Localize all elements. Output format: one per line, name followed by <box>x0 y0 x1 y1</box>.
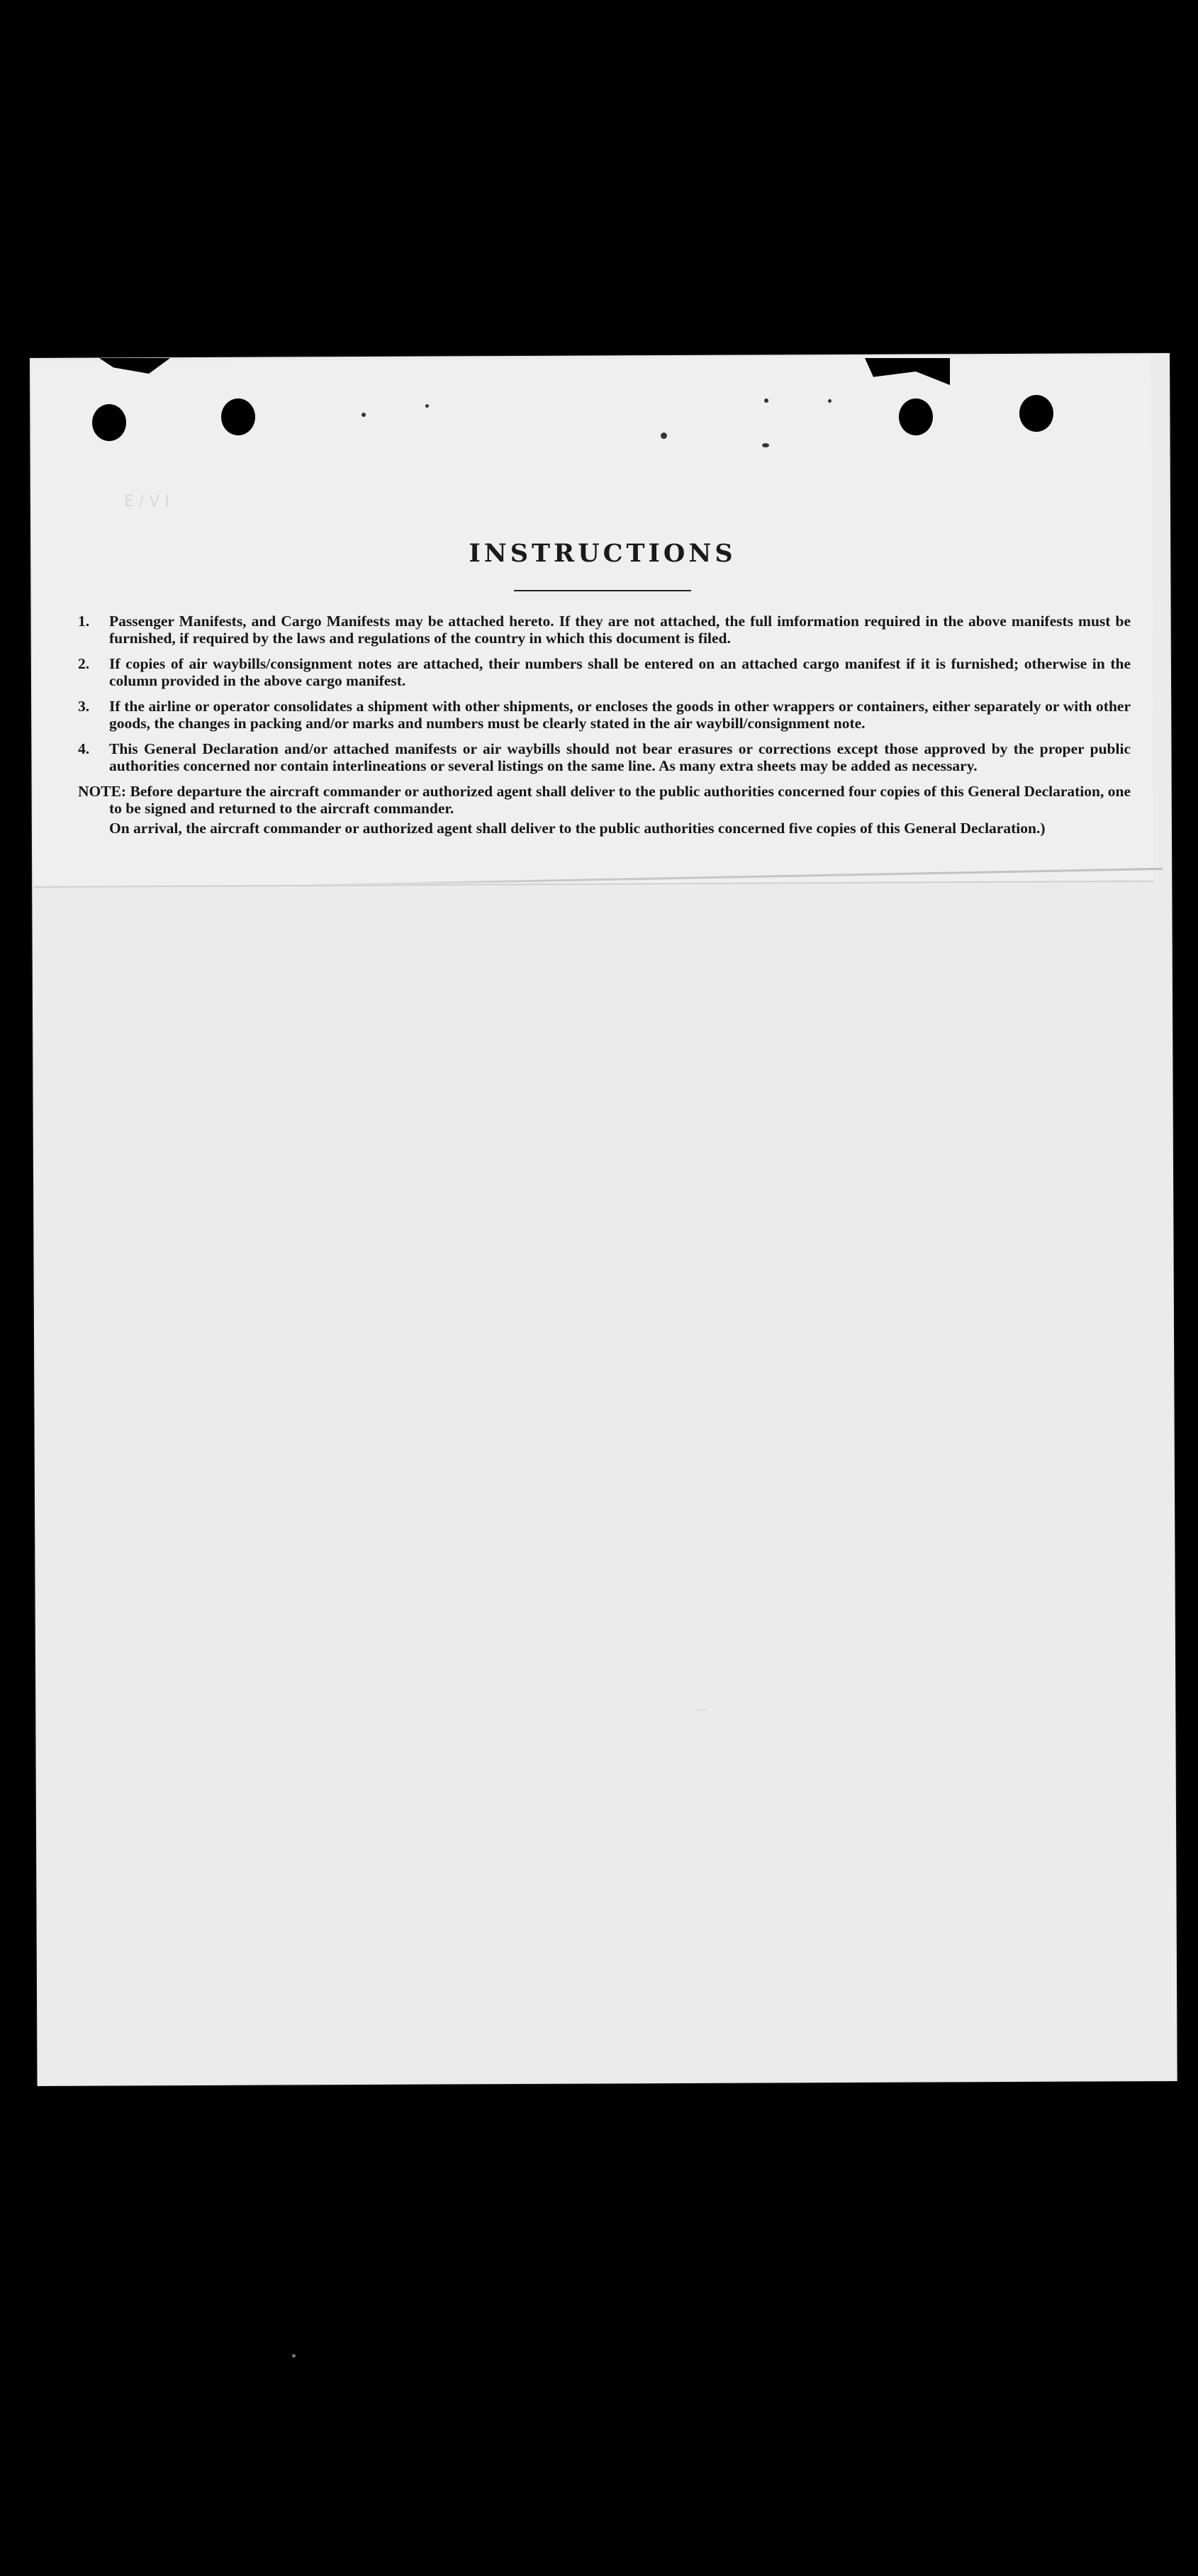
bleed-through-mark: E / V I <box>124 493 169 511</box>
instruction-item <box>78 655 1131 689</box>
item-text: If copies of air waybills/consignment notes are attached, their numbers shall be entered on an attached cargo manifest if it is furnished; otherwise in the column provided in the above cargo manifest. <box>109 655 1131 689</box>
ink-speck <box>425 404 429 408</box>
ink-speck <box>828 399 832 403</box>
punch-hole <box>221 398 255 435</box>
note-text-departure: Before departure the aircraft commander or authorized agent shall deliver to the public authorities concerned four copies of this General Declaration, one to be signed and returned to the aircraft commander. <box>109 783 1131 817</box>
instructions-list <box>78 613 1131 837</box>
punch-hole <box>899 398 933 435</box>
item-number: 4. <box>78 740 90 757</box>
item-text: Passenger Manifests, and Cargo Manifests may be attached hereto. If they are not attached, the full imformation required in the above manifests must be furnished, if required by the laws and regulations of the country in which this document is filed. <box>109 613 1131 647</box>
note-paragraph <box>78 820 1131 837</box>
item-number: 2. <box>78 655 90 672</box>
punch-hole <box>1019 395 1053 432</box>
bleed-through-mark: ~ <box>695 1702 708 1719</box>
item-text: This General Declaration and/or attached manifests or air waybills should not bear erasures or corrections except those approved by the proper public authorities concerned nor contain interlineations or several listings on the same line. As many extra sheets may be added as necessary. <box>109 740 1131 774</box>
note-block <box>78 783 1131 837</box>
ink-speck <box>292 2354 296 2358</box>
ink-speck <box>362 413 366 417</box>
ink-speck <box>661 433 667 439</box>
note-paragraph <box>78 783 1131 817</box>
instruction-item <box>78 613 1131 647</box>
instruction-item <box>78 698 1131 732</box>
item-number: 1. <box>78 613 90 630</box>
ink-speck <box>762 443 769 447</box>
title-underline <box>514 590 691 591</box>
item-text: If the airline or operator consolidates a shipment with other shipments, or encloses the goods in other wrappers or containers, either separately or with other goods, the changes in packing and/or marks and numbers must be clearly stated in the air waybill/consignment note. <box>109 698 1131 732</box>
note-label: NOTE: <box>78 783 127 800</box>
instruction-item <box>78 740 1131 774</box>
note-text-arrival: On arrival, the aircraft commander or authorized agent shall deliver to the public authorities concerned five copies of this General Declaration.) <box>109 820 1046 837</box>
ink-speck <box>764 398 768 403</box>
item-number: 3. <box>78 698 90 715</box>
punch-hole <box>92 404 126 441</box>
page-title: INSTRUCTIONS <box>469 539 737 568</box>
